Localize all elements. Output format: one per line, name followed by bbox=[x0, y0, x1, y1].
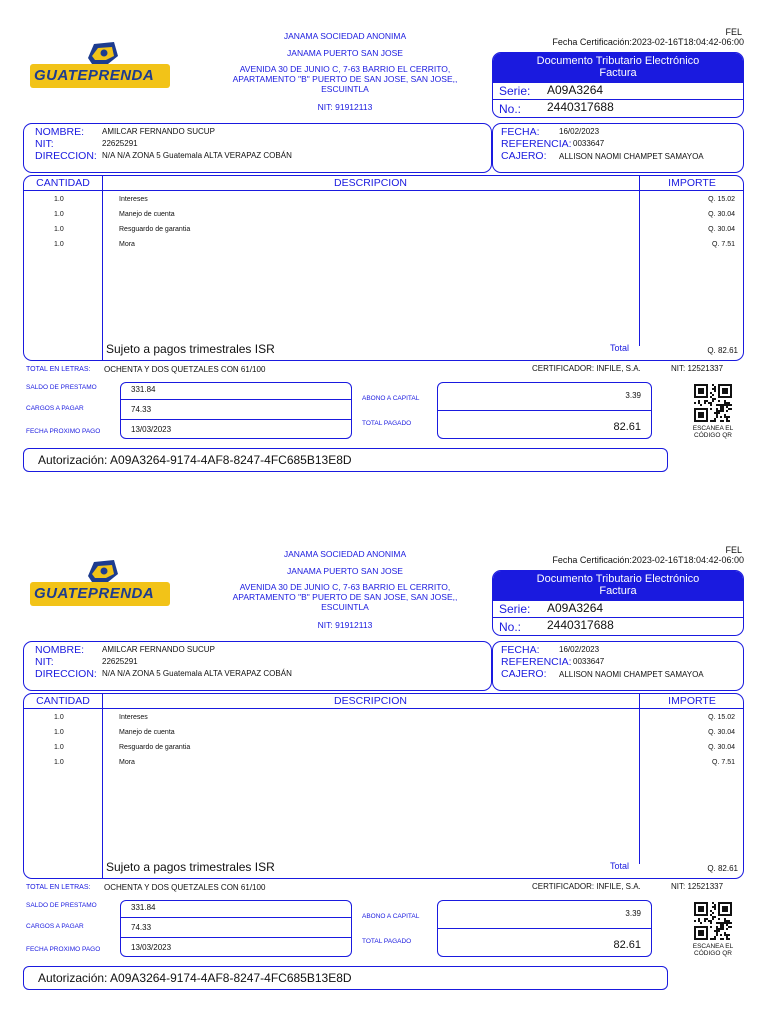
certificador-nit: NIT: 12521337 bbox=[671, 882, 724, 891]
no-label: No.: bbox=[499, 620, 522, 634]
table-header-divider bbox=[24, 708, 743, 709]
customer-box bbox=[23, 641, 492, 691]
document-title: Documento Tributario Electrónico bbox=[536, 55, 700, 67]
total-pagado-label: TOTAL PAGADO bbox=[362, 420, 412, 427]
total-value: Q. 82.61 bbox=[707, 346, 738, 355]
total-letras-label: TOTAL EN LETRAS: bbox=[26, 366, 91, 373]
items-table bbox=[23, 175, 744, 361]
item-descripcion: Intereses bbox=[119, 714, 148, 721]
total-letras-label: TOTAL EN LETRAS: bbox=[26, 884, 91, 891]
no-label: No.: bbox=[499, 102, 522, 116]
column-divider bbox=[639, 694, 640, 864]
item-cantidad: 1.0 bbox=[54, 241, 64, 248]
sujeto-isr: Sujeto a pagos trimestrales ISR bbox=[106, 860, 275, 874]
cargos-value: 74.33 bbox=[131, 405, 152, 414]
item-importe: Q. 30.04 bbox=[708, 744, 735, 751]
certificador: CERTIFICADOR: INFILE, S.A. bbox=[532, 364, 641, 373]
fecha-proximo-value: 13/03/2023 bbox=[131, 425, 172, 434]
cajero-label: CAJERO: bbox=[501, 668, 547, 680]
item-importe: Q. 7.51 bbox=[712, 241, 735, 248]
payment-box bbox=[437, 382, 652, 439]
serie-value: A09A3264 bbox=[547, 83, 604, 97]
company-name: JANAMA SOCIEDAD ANONIMA bbox=[283, 549, 407, 559]
autorizacion-box bbox=[23, 966, 668, 990]
fecha-certificacion: Fecha Certificación:2023-02-16T18:04:42-06:00 bbox=[552, 37, 744, 47]
item-importe: Q. 30.04 bbox=[708, 729, 735, 736]
autorizacion: Autorización: A09A3264-9174-4AF8-8247-4FC685B13E8D bbox=[38, 453, 352, 467]
fecha-label: FECHA: bbox=[501, 126, 540, 138]
loan-box bbox=[120, 382, 352, 439]
abono-value: 3.39 bbox=[625, 391, 641, 400]
nit-value: 22625291 bbox=[102, 657, 138, 666]
item-descripcion: Mora bbox=[119, 241, 135, 248]
cargos-value: 74.33 bbox=[131, 923, 152, 932]
fecha-box bbox=[492, 641, 744, 691]
fecha-proximo-label: FECHA PROXIMO PAGO bbox=[26, 428, 101, 435]
direccion-label: DIRECCION: bbox=[35, 668, 97, 680]
document-divider bbox=[493, 617, 743, 618]
loan-divider bbox=[121, 419, 351, 420]
fecha-proximo-label: FECHA PROXIMO PAGO bbox=[26, 946, 101, 953]
brand-name: GUATEPRENDA bbox=[34, 585, 155, 602]
direccion-value: N/A N/A ZONA 5 Guatemala ALTA VERAPAZ COBÁN bbox=[102, 669, 292, 678]
saldo-label: SALDO DE PRESTAMO bbox=[26, 902, 97, 909]
qr-code-icon bbox=[694, 902, 732, 940]
sujeto-isr: Sujeto a pagos trimestrales ISR bbox=[106, 342, 275, 356]
serie-value: A09A3264 bbox=[547, 601, 604, 615]
document-divider bbox=[493, 99, 743, 100]
column-divider bbox=[639, 176, 640, 346]
item-descripcion: Mora bbox=[119, 759, 135, 766]
company-nit: NIT: 91912113 bbox=[317, 620, 373, 630]
total-letras-value: OCHENTA Y DOS QUETZALES CON 61/100 bbox=[104, 883, 266, 892]
fecha-label: FECHA: bbox=[501, 644, 540, 656]
guateprenda-logo bbox=[28, 38, 174, 98]
item-cantidad: 1.0 bbox=[54, 729, 64, 736]
address-line-2: APARTAMENTO "B" PUERTO DE SAN JOSE, SAN JOSE,, bbox=[232, 592, 458, 602]
address-line-3: ESCUINTLA bbox=[321, 602, 369, 612]
total-pagado-value: 82.61 bbox=[613, 421, 641, 433]
total-pagado-label: TOTAL PAGADO bbox=[362, 938, 412, 945]
item-descripcion: Resguardo de garantia bbox=[119, 744, 191, 751]
address-line-1: AVENIDA 30 DE JUNIO C, 7-63 BARRIO EL CERRITO, bbox=[239, 582, 451, 592]
qr-caption-2: CÓDIGO QR bbox=[694, 950, 732, 957]
fecha-value: 16/02/2023 bbox=[559, 127, 600, 136]
autorizacion: Autorización: A09A3264-9174-4AF8-8247-4FC685B13E8D bbox=[38, 971, 352, 985]
qr-code-icon bbox=[694, 384, 732, 422]
item-importe: Q. 7.51 bbox=[712, 759, 735, 766]
saldo-label: SALDO DE PRESTAMO bbox=[26, 384, 97, 391]
total-label: Total bbox=[610, 861, 630, 871]
address-line-3: ESCUINTLA bbox=[321, 84, 369, 94]
invoice-copy bbox=[0, 518, 768, 998]
col-cantidad: CANTIDAD bbox=[36, 695, 90, 707]
fel-label: FEL bbox=[725, 545, 742, 555]
direccion-value: N/A N/A ZONA 5 Guatemala ALTA VERAPAZ COBÁN bbox=[102, 151, 292, 160]
cajero-value: ALLISON NAOMI CHAMPET SAMAYOA bbox=[559, 152, 704, 161]
item-cantidad: 1.0 bbox=[54, 211, 64, 218]
document-title: Documento Tributario Electrónico bbox=[536, 573, 700, 585]
branch-name: JANAMA PUERTO SAN JOSE bbox=[287, 48, 403, 58]
direccion-label: DIRECCION: bbox=[35, 150, 97, 162]
table-header-divider bbox=[24, 190, 743, 191]
cargos-label: CARGOS A PAGAR bbox=[26, 405, 84, 412]
item-importe: Q. 30.04 bbox=[708, 211, 735, 218]
abono-label: ABONO A CAPITAL bbox=[362, 913, 420, 920]
items-table bbox=[23, 693, 744, 879]
col-importe: IMPORTE bbox=[668, 695, 716, 707]
fel-label: FEL bbox=[725, 27, 742, 37]
referencia-label: REFERENCIA: bbox=[501, 138, 572, 150]
nombre-value: AMILCAR FERNANDO SUCUP bbox=[102, 127, 215, 136]
cajero-label: CAJERO: bbox=[501, 150, 547, 162]
loan-box bbox=[120, 900, 352, 957]
cargos-label: CARGOS A PAGAR bbox=[26, 923, 84, 930]
nombre-value: AMILCAR FERNANDO SUCUP bbox=[102, 645, 215, 654]
address-line-1: AVENIDA 30 DE JUNIO C, 7-63 BARRIO EL CERRITO, bbox=[239, 64, 451, 74]
column-divider bbox=[102, 176, 103, 360]
loan-divider bbox=[121, 399, 351, 400]
fecha-box bbox=[492, 123, 744, 173]
invoice-copy bbox=[0, 0, 768, 480]
payment-box bbox=[437, 900, 652, 957]
fecha-certificacion: Fecha Certificación:2023-02-16T18:04:42-06:00 bbox=[552, 555, 744, 565]
certificador: CERTIFICADOR: INFILE, S.A. bbox=[532, 882, 641, 891]
col-descripcion: DESCRIPCION bbox=[334, 177, 407, 189]
item-descripcion: Manejo de cuenta bbox=[119, 729, 175, 736]
item-cantidad: 1.0 bbox=[54, 759, 64, 766]
col-importe: IMPORTE bbox=[668, 177, 716, 189]
document-box bbox=[492, 570, 744, 636]
document-box bbox=[492, 52, 744, 118]
item-descripcion: Manejo de cuenta bbox=[119, 211, 175, 218]
item-cantidad: 1.0 bbox=[54, 744, 64, 751]
nit-value: 22625291 bbox=[102, 139, 138, 148]
abono-value: 3.39 bbox=[625, 909, 641, 918]
item-importe: Q. 30.04 bbox=[708, 226, 735, 233]
referencia-value: 0033647 bbox=[573, 139, 605, 148]
item-cantidad: 1.0 bbox=[54, 226, 64, 233]
certificador-nit: NIT: 12521337 bbox=[671, 364, 724, 373]
document-subtitle: Factura bbox=[599, 585, 637, 597]
nit-label: NIT: bbox=[35, 138, 54, 150]
referencia-label: REFERENCIA: bbox=[501, 656, 572, 668]
serie-label: Serie: bbox=[499, 602, 531, 616]
saldo-value: 331.84 bbox=[131, 385, 156, 394]
loan-divider bbox=[121, 937, 351, 938]
item-importe: Q. 15.02 bbox=[708, 196, 735, 203]
branch-name: JANAMA PUERTO SAN JOSE bbox=[287, 566, 403, 576]
nombre-label: NOMBRE: bbox=[35, 126, 85, 138]
customer-box bbox=[23, 123, 492, 173]
cajero-value: ALLISON NAOMI CHAMPET SAMAYOA bbox=[559, 670, 704, 679]
loan-divider bbox=[121, 917, 351, 918]
qr-caption-1: ESCANEA EL bbox=[692, 943, 734, 950]
item-importe: Q. 15.02 bbox=[708, 714, 735, 721]
item-cantidad: 1.0 bbox=[54, 196, 64, 203]
saldo-value: 331.84 bbox=[131, 903, 156, 912]
column-divider bbox=[102, 694, 103, 878]
brand-name: GUATEPRENDA bbox=[34, 67, 155, 84]
nombre-label: NOMBRE: bbox=[35, 644, 85, 656]
abono-label: ABONO A CAPITAL bbox=[362, 395, 420, 402]
total-letras-value: OCHENTA Y DOS QUETZALES CON 61/100 bbox=[104, 365, 266, 374]
payment-divider bbox=[438, 410, 651, 411]
total-value: Q. 82.61 bbox=[707, 864, 738, 873]
col-descripcion: DESCRIPCION bbox=[334, 695, 407, 707]
referencia-value: 0033647 bbox=[573, 657, 605, 666]
serie-label: Serie: bbox=[499, 84, 531, 98]
total-pagado-value: 82.61 bbox=[613, 939, 641, 951]
guateprenda-logo bbox=[28, 556, 174, 616]
numero-value: 2440317688 bbox=[547, 618, 614, 632]
col-cantidad: CANTIDAD bbox=[36, 177, 90, 189]
fecha-proximo-value: 13/03/2023 bbox=[131, 943, 172, 952]
payment-divider bbox=[438, 928, 651, 929]
numero-value: 2440317688 bbox=[547, 100, 614, 114]
qr-caption-2: CÓDIGO QR bbox=[694, 432, 732, 439]
autorizacion-box bbox=[23, 448, 668, 472]
nit-label: NIT: bbox=[35, 656, 54, 668]
item-cantidad: 1.0 bbox=[54, 714, 64, 721]
qr-caption-1: ESCANEA EL bbox=[692, 425, 734, 432]
address-line-2: APARTAMENTO "B" PUERTO DE SAN JOSE, SAN JOSE,, bbox=[232, 74, 458, 84]
total-label: Total bbox=[610, 343, 630, 353]
document-subtitle: Factura bbox=[599, 67, 637, 79]
item-descripcion: Resguardo de garantia bbox=[119, 226, 191, 233]
company-nit: NIT: 91912113 bbox=[317, 102, 373, 112]
company-name: JANAMA SOCIEDAD ANONIMA bbox=[283, 31, 407, 41]
fecha-value: 16/02/2023 bbox=[559, 645, 600, 654]
item-descripcion: Intereses bbox=[119, 196, 148, 203]
